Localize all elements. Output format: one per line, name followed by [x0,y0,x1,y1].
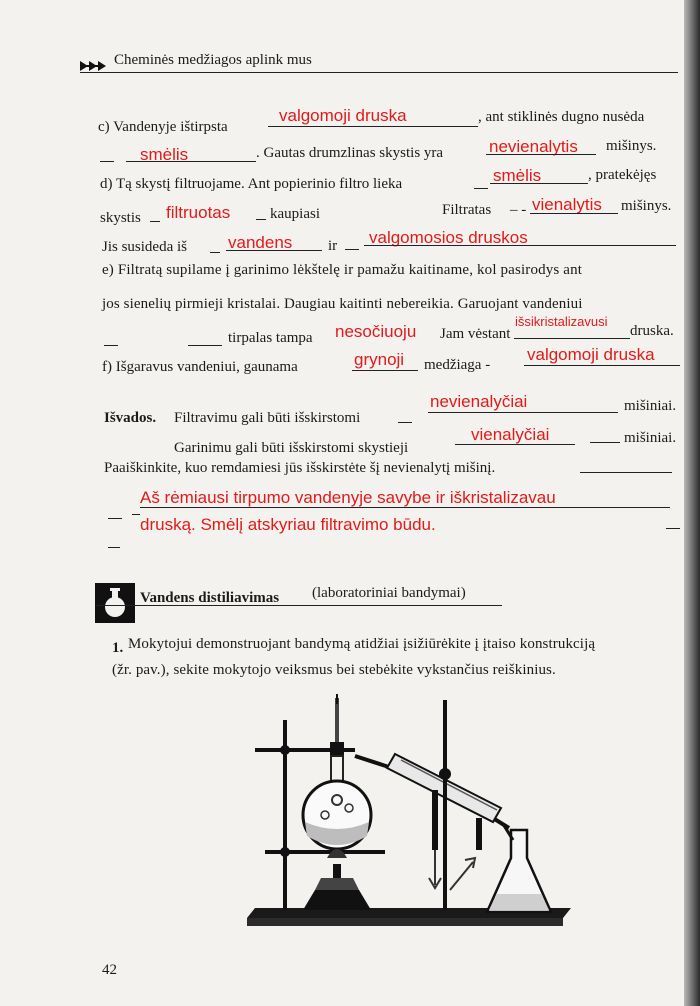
blank [268,126,478,127]
c-line2b: mišinys. [606,138,657,154]
d-filtratas: Filtratas [442,202,492,218]
blank [140,507,670,508]
task-number: 1. [112,640,124,656]
blank [474,188,488,189]
d-answer-2: filtruotas [166,203,231,222]
blank [364,245,676,246]
header-rule [80,72,678,73]
blank [226,250,322,251]
c-answer-2: smėlis [140,145,189,164]
d-ir: ir [328,238,338,254]
conclusions-label: Išvados. [104,410,157,426]
blank [345,249,359,250]
c-answer-1: valgomoji druska [279,106,407,125]
c-line1b: , ant stiklinės dugno nusėda [478,109,645,125]
conclusions-misiniai-2: mišiniai. [624,430,677,446]
conclusions-answer-2: vienalyčiai [471,425,550,444]
blank [256,219,266,220]
conclusions-line2: Garinimu gali būti išskirstomi skystieji [174,440,409,456]
conclusions-answer-1: nevienalyčiai [430,392,528,411]
f-line1: f) Išgaravus vandeniui, gaunama [102,359,298,375]
f-answer-1: grynoji [354,350,405,369]
c-answer-3: nevienalytis [489,137,578,156]
blank [132,514,140,515]
page-number: 42 [102,962,117,978]
blank [530,213,618,214]
e-jam: Jam vėstant [440,326,511,342]
blank [580,472,672,473]
e-tirpalas: tirpalas tampa [228,330,313,346]
blank [486,154,596,155]
blank [428,412,618,413]
section-title: Vandens distiliavimas [140,590,280,606]
blank [590,442,620,443]
blank [104,345,118,346]
d-answer-5: valgomosios druskos [369,228,528,247]
blank [150,221,160,222]
d-answer-3: vienalytis [532,195,602,214]
d-line1: d) Tą skystį filtruojame. Ant popierinio filtro lieka [100,176,403,192]
d-line1b: , pratekėjęs [588,167,657,183]
d-answer-4: vandens [228,233,293,252]
d-skystis: skystis [100,210,141,226]
d-kaupiasi: kaupiasi [270,206,320,222]
e-answer-2: išsikristalizavusi [515,314,608,329]
blank [514,338,630,339]
f-medziaga: medžiaga - [424,357,491,373]
blank [490,183,588,184]
e-line1: e) Filtratą supilame į garinimo lėkštelę ir pamažu kaitiname, kol pasirodys ant [102,262,583,278]
blank [524,365,680,366]
c-line1: c) Vandenyje ištirpsta [98,119,228,135]
task-text-1: Mokytojui demonstruojant bandymą atidžiai įsižiūrėkite į įtaiso konstrukciją [128,636,596,652]
e-druska: druska. [630,323,674,339]
d-misinys: mišinys. [621,198,672,214]
conclusions-answer-4: druską. Smėlį atskyriau filtravimo būdu. [140,515,436,534]
d-sudeda: Jis susideda iš [102,239,188,255]
blank [126,161,256,162]
dash: – - [510,202,527,218]
conclusions-misiniai-1: mišiniai. [624,398,677,414]
conclusions-explain: Paaiškinkite, kuo remdamiesi jūs išskirstėte šį nevienalytį mišinį. [104,460,496,476]
e-answer-1: nesočiuoju [335,322,417,341]
distillation-apparatus [245,690,575,940]
page-edge-shadow [684,0,700,1006]
blank [100,161,114,162]
section-subtitle: (laboratoriniai bandymai) [312,585,466,601]
blank [108,547,120,548]
blank [352,370,418,371]
conclusions-line1: Filtravimu gali būti išskirstomi [174,410,361,426]
arrows-icon [80,58,106,77]
header-title: Cheminės medžiagos aplink mus [114,52,312,68]
blank [108,518,122,519]
blank [398,422,412,423]
c-line2: . Gautas drumzlinas skystis yra [256,145,444,161]
blank [455,444,575,445]
f-answer-2: valgomoji druska [527,345,655,364]
d-answer-1: smėlis [493,166,542,185]
blank [210,252,220,253]
task-text-2: (žr. pav.), sekite mokytojo veiksmus bei stebėkite vykstančius reiškinius. [112,662,556,678]
flask-icon [95,583,135,623]
section-rule [96,605,502,606]
blank [188,345,222,346]
conclusions-answer-3: Aš rėmiausi tirpumo vandenyje savybe ir iškristalizavau [140,488,556,507]
e-line2: jos sienelių pirmieji kristalai. Daugiau kaitinti nebereikia. Garuojant vandeniui [102,296,583,312]
blank [666,528,680,529]
